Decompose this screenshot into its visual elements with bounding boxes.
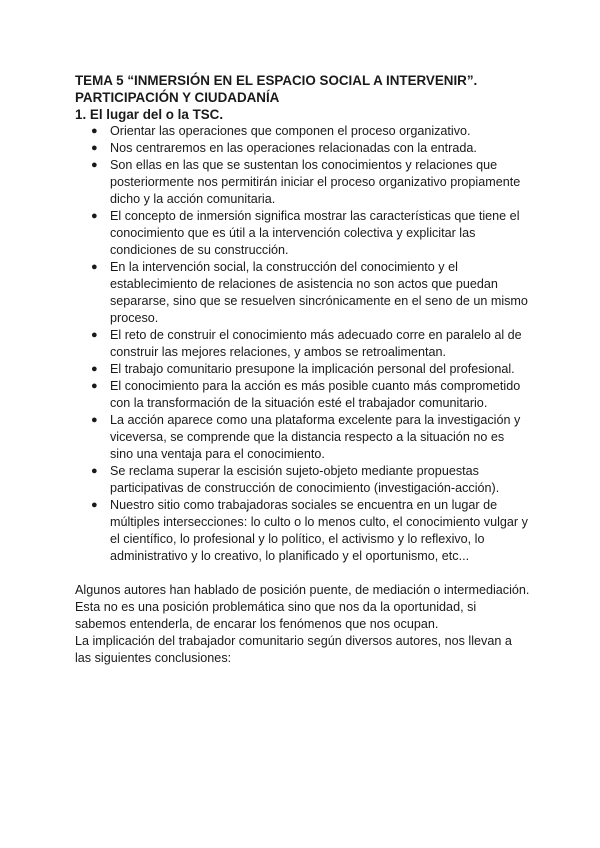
list-item-text: La acción aparece como una plataforma excelente para la investigación y viceversa, se comprende que la distancia respecto a la situación no es sino una ventaja para el conocimiento. [110, 413, 521, 461]
list-item-text: El conocimiento para la acción es más posible cuanto más comprometido con la transformación de la situación esté el trabajador comunitario. [110, 379, 521, 410]
bullet-icon: ● [91, 125, 98, 137]
list-item [91, 497, 530, 565]
list-item-text: El reto de construir el conocimiento más adecuado corre en paralelo al de construir las mejores relaciones, y ambos se retroalimentan. [110, 328, 522, 359]
bullet-icon: ● [91, 210, 98, 222]
bullet-icon: ● [91, 363, 98, 375]
list-item-text: El trabajo comunitario presupone la implicación personal del profesional. [110, 362, 515, 376]
list-item [91, 327, 530, 361]
body-paragraphs [75, 582, 530, 667]
paragraph: Algunos autores han hablado de posición puente, de mediación o intermediación. [75, 583, 530, 597]
section-heading: 1. El lugar del o la TSC. [75, 107, 224, 122]
list-item [91, 123, 530, 140]
list-item [91, 378, 530, 412]
list-item [91, 463, 530, 497]
list-item-text: Nuestro sitio como trabajadoras sociales se encuentra en un lugar de múltiples intersecciones: lo culto o lo menos culto, el conocimiento vulgar y el científico, lo profesional y lo político, el activismo y lo reflexivo, lo administrativo y lo creativo, lo planificado y el oportunismo, etc... [110, 498, 528, 563]
list-item [91, 208, 530, 259]
bullet-icon: ● [91, 261, 98, 273]
bullet-icon: ● [91, 159, 98, 171]
bullet-icon: ● [91, 380, 98, 392]
bullet-icon: ● [91, 329, 98, 341]
list-item-text: Se reclama superar la escisión sujeto-objeto mediante propuestas participativas de construcción de conocimiento (investigación-acción). [110, 464, 500, 495]
list-item-text: Orientar las operaciones que componen el proceso organizativo. [110, 124, 471, 138]
bullet-icon: ● [91, 414, 98, 426]
bullet-list [75, 123, 530, 565]
list-item [91, 157, 530, 208]
list-item-text: Nos centraremos en las operaciones relacionadas con la entrada. [110, 141, 477, 155]
bullet-icon: ● [91, 465, 98, 477]
bullet-icon: ● [91, 142, 98, 154]
list-item [91, 140, 530, 157]
list-item [91, 361, 530, 378]
list-item-text: El concepto de inmersión significa mostrar las características que tiene el conocimiento que es útil a la intervención colectiva y explicitar las condiciones de su construcción. [110, 209, 520, 257]
list-item [91, 412, 530, 463]
paragraph: La implicación del trabajador comunitario según diversos autores, nos llevan a las siguientes conclusiones: [75, 634, 512, 665]
paragraph: Esta no es una posición problemática sino que nos da la oportunidad, si sabemos entenderla, de encarar los fenómenos que nos ocupan. [75, 600, 477, 631]
list-item-text: En la intervención social, la construcción del conocimiento y el establecimiento de relaciones de asistencia no son actos que puedan separarse, sino que se resuelven sincrónicamente en el seno de un mismo proceso. [110, 260, 528, 325]
bullet-icon: ● [91, 499, 98, 511]
list-item [91, 259, 530, 327]
list-item-text: Son ellas en las que se sustentan los conocimientos y relaciones que posteriormente nos permitirán iniciar el proceso organizativo propiamente dicho y la acción comunitaria. [110, 158, 521, 206]
document-title: TEMA 5 “INMERSIÓN EN EL ESPACIO SOCIAL A INTERVENIR”. PARTICIPACIÓN Y CIUDADANÍA [75, 73, 478, 105]
